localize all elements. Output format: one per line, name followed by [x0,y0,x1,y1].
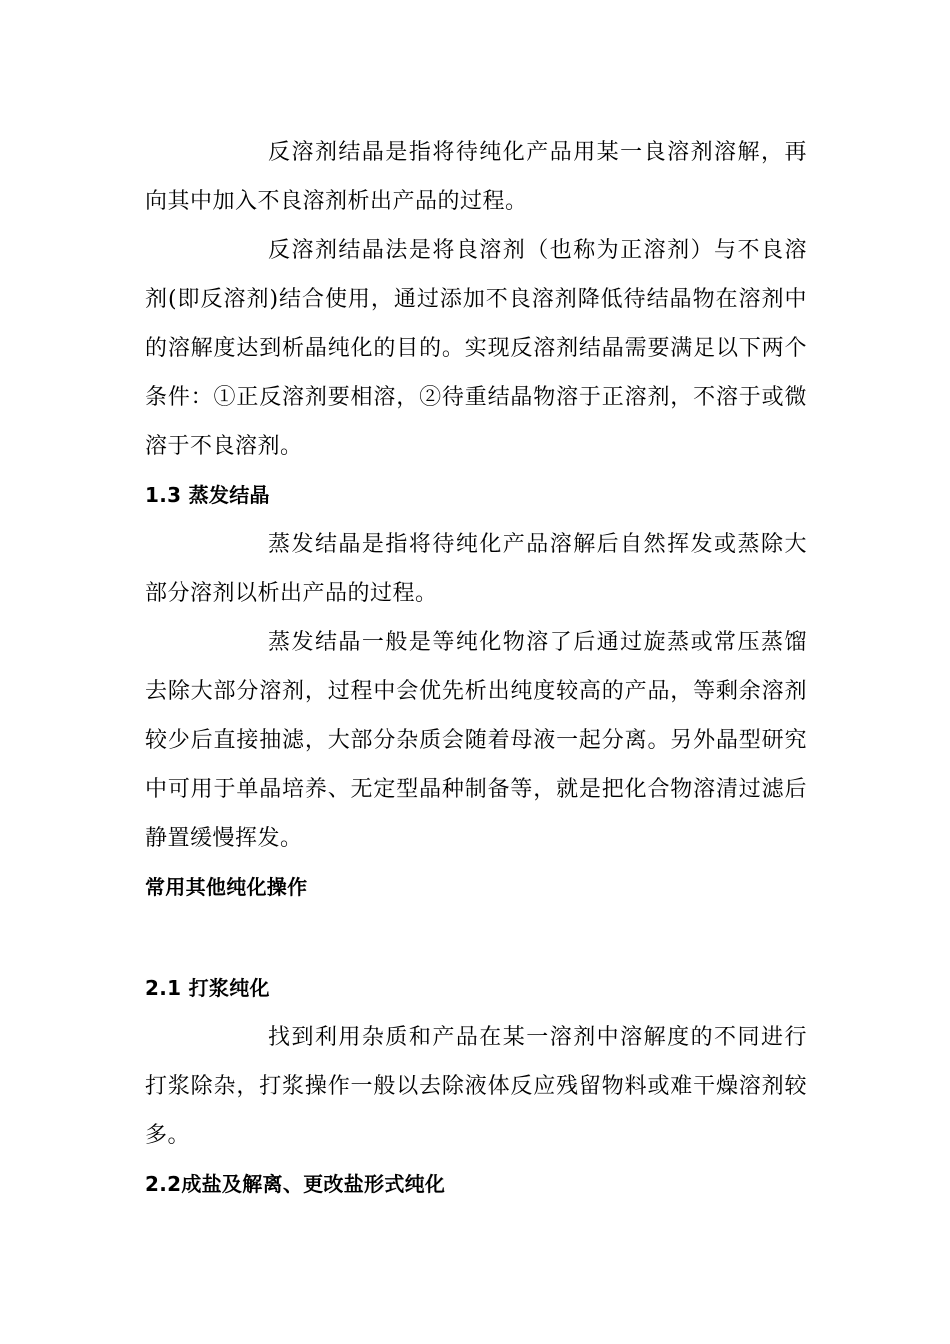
paragraph-antisolvent-definition: 反溶剂结晶是指将待纯化产品用某一良溶剂溶解，再向其中加入不良溶剂析出产品的过程。 [145,140,807,214]
document-page [145,128,807,1209]
paragraph-evaporative-method: 蒸发结晶一般是等纯化物溶了后通过旋蒸或常压蒸馏去除大部分溶剂，过程中会优先析出纯度较高的产品，等剩余溶剂较少后直接抽滤，大部分杂质会随着母液一起分离。另外晶型研究中可用于单晶培养、无定型晶种制备等，就是把化合物溶清过滤后静置缓慢挥发。 [145,630,807,851]
heading-2-2-salt-formation: 2.2成盐及解离、更改盐形式纯化 [145,1172,446,1196]
section-spacer [145,912,807,964]
heading-other-purification: 常用其他纯化操作 [145,875,308,899]
paragraph-evaporative-definition: 蒸发结晶是指将待纯化产品溶解后自然挥发或蒸除大部分溶剂以析出产品的过程。 [145,532,807,606]
paragraph-antisolvent-method: 反溶剂结晶法是将良溶剂（也称为正溶剂）与不良溶剂(即反溶剂)结合使用，通过添加不良溶剂降低待结晶物在溶剂中的溶解度达到析晶纯化的目的。实现反溶剂结晶需要满足以下两个条件：①正反溶剂要相溶，②待重结晶物溶于正溶剂，不溶于或微溶于不良溶剂。 [145,238,807,459]
heading-2-1-slurry-purification: 2.1 打浆纯化 [145,976,270,1000]
heading-1-3-evaporative-crystallization: 1.3 蒸发结晶 [145,483,270,507]
paragraph-slurry-method: 找到利用杂质和产品在某一溶剂中溶解度的不同进行打浆除杂，打浆操作一般以去除液体反应残留物料或难干燥溶剂较多。 [145,1025,807,1148]
